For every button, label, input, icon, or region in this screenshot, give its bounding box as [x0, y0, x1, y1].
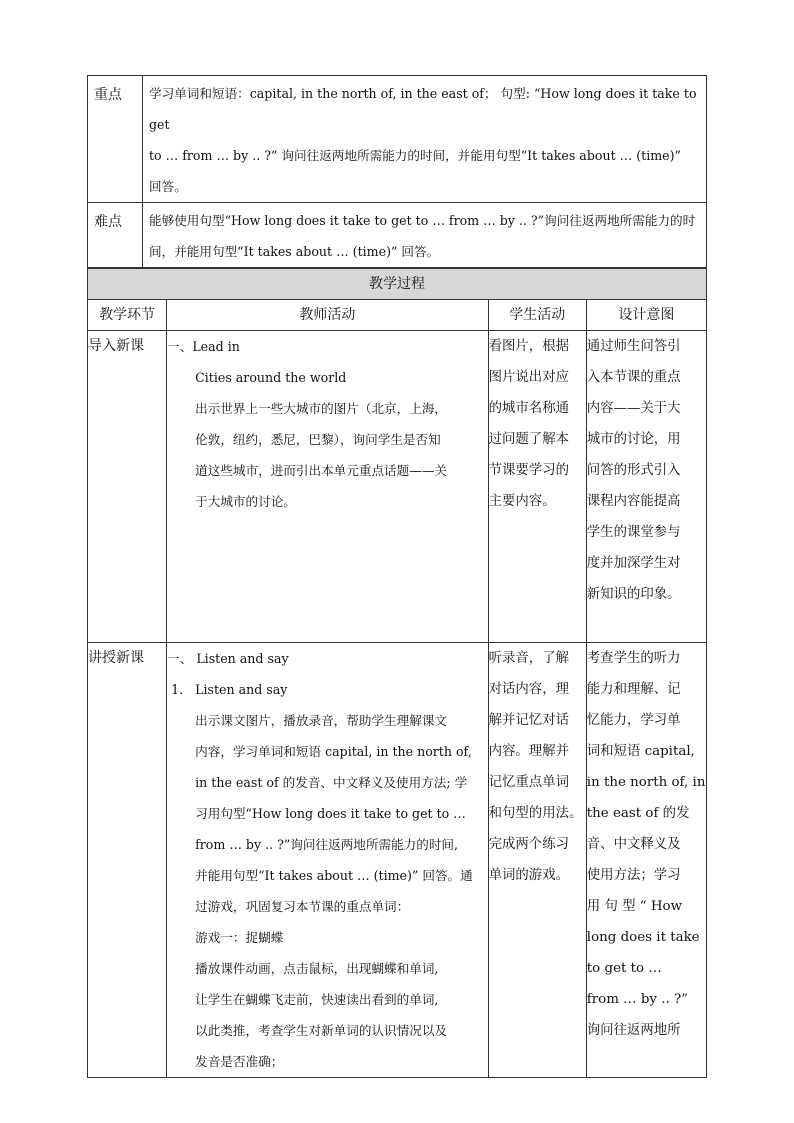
lead-in-heading: 一、Lead in [167, 339, 240, 354]
key-points-line: to … from … by .. ?” 询问往返两地所需能力的时间，并能用句型“It takes about … (time)” [149, 148, 681, 163]
design-line: 能力和理解、记 [586, 682, 681, 697]
lead-in-line: 出示世界上一些大城市的图片（北京，上海， [195, 401, 447, 416]
design-line: 使用方法；学习 [586, 868, 681, 883]
lead-in-stage: 导入新课 [88, 331, 167, 643]
student-line: 对话内容，理 [488, 682, 569, 697]
design-line: 内容——关于大 [586, 401, 681, 416]
design-line: 考查学生的听力 [586, 651, 681, 666]
new-lesson-line: 并能用句型“It takes about … (time)” 回答。通 [195, 868, 473, 883]
header-student-activity: 学生活动 [488, 300, 586, 331]
difficulties-line: 间，并能用句型“It takes about … (time)” 回答。 [149, 244, 440, 259]
new-lesson-line: in the east of 的发音、中文释义及使用方法; 学 [195, 775, 468, 790]
new-lesson-line: 出示课文图片，播放录音，帮助学生理解课文 [195, 713, 447, 728]
key-points-content [143, 76, 707, 203]
new-lesson-line: 让学生在蝴蝶飞走前，快速读出看到的单词, [195, 992, 439, 1007]
difficulties-content [143, 203, 707, 268]
key-points-label: 重点 [88, 76, 143, 203]
key-points-row [88, 76, 707, 203]
new-lesson-line: 播放课件动画，点击鼠标，出现蝴蝶和单词, [195, 961, 439, 976]
new-lesson-line: 游戏一：捉蝴蝶 [195, 930, 284, 945]
lead-in-line: 道这些城市，进而引出本单元重点话题——关 [195, 463, 447, 478]
new-lesson-line: 发音是否准确； [195, 1054, 284, 1069]
lead-in-line: 于大城市的讨论。 [195, 494, 296, 509]
student-line: 节课要学习的 [488, 463, 569, 478]
student-line: 记忆重点单词 [488, 775, 569, 790]
new-lesson-row [88, 643, 707, 1078]
difficulties-line: 能够使用句型“How long does it take to get to … from … by .. ?”询问往返两地所需能力的时 [149, 213, 696, 228]
new-lesson-line: 以此类推，考查学生对新单词的认识情况以及 [195, 1023, 447, 1038]
design-line: from … by .. ?” [586, 992, 689, 1007]
key-points-line: 回答。 [149, 179, 187, 194]
lead-in-line: 伦敦，纽约，悉尼，巴黎），询问学生是否知 [195, 432, 441, 447]
design-line: 通过师生问答引 [586, 339, 681, 354]
lead-in-design-intent [586, 331, 706, 643]
student-line: 主要内容。 [488, 494, 556, 509]
process-title: 教学过程 [88, 269, 707, 300]
lesson-plan-page [87, 75, 707, 1078]
lead-in-row [88, 331, 707, 643]
item-number: 1. [171, 682, 184, 697]
design-line: 度并加深学生对 [586, 556, 681, 571]
student-line: 听录音，了解 [488, 651, 569, 666]
design-line: 询问往返两地所 [586, 1023, 681, 1038]
lead-in-teacher-activity [167, 331, 489, 643]
key-points-line: 学习单词和短语：capital, in the north of, in the east of； 句型: “How long does it take to get [149, 86, 697, 132]
design-line: 学生的课堂参与 [586, 525, 681, 540]
design-line: 用 句 型 “ How [586, 899, 683, 914]
student-line: 解并记忆对话 [488, 713, 569, 728]
design-line: the east of 的发 [586, 806, 690, 821]
student-line: 的城市名称通 [488, 401, 569, 416]
new-lesson-line: 习用句型“How long does it take to get to … [195, 806, 466, 821]
design-line: 新知识的印象。 [586, 587, 681, 602]
header-stage: 教学环节 [88, 300, 167, 331]
design-line: 城市的讨论，用 [586, 432, 681, 447]
student-line: 内容。理解并 [488, 744, 569, 759]
student-line: 和句型的用法。 [488, 806, 583, 821]
design-line: 入本节课的重点 [586, 370, 681, 385]
teaching-process-table [87, 268, 707, 1078]
new-lesson-teacher-activity [167, 643, 489, 1078]
process-header-row [88, 300, 707, 331]
design-line: 音、中文释义及 [586, 837, 681, 852]
new-lesson-body [167, 705, 488, 1077]
new-lesson-item [167, 674, 488, 705]
header-design-intent: 设计意图 [586, 300, 706, 331]
new-lesson-line: 过游戏，巩固复习本节课的重点单词： [195, 899, 410, 914]
new-lesson-design-intent [586, 643, 706, 1078]
design-line: 问答的形式引入 [586, 463, 681, 478]
new-lesson-line: from … by .. ?”询问往返两地所需能力的时间, [195, 837, 459, 852]
design-line: 忆能力，学习单 [586, 713, 681, 728]
student-line: 过问题了解本 [488, 432, 569, 447]
new-lesson-line: 内容，学习单词和短语 capital, in the north of, [195, 744, 472, 759]
item-title: Listen and say [195, 682, 288, 697]
objectives-table [87, 75, 707, 268]
lead-in-subheading: Cities around the world [195, 370, 347, 385]
student-line: 单词的游戏。 [488, 868, 569, 883]
new-lesson-student-activity [488, 643, 586, 1078]
student-line: 图片说出对应 [488, 370, 569, 385]
header-teacher-activity: 教师活动 [167, 300, 489, 331]
new-lesson-heading: 一、 Listen and say [167, 651, 289, 666]
lead-in-body [167, 362, 488, 517]
student-line: 完成两个练习 [488, 837, 569, 852]
difficulties-row [88, 203, 707, 268]
design-line: 词和短语 capital, [586, 744, 695, 759]
design-line: long does it take [586, 930, 700, 945]
new-lesson-stage: 讲授新课 [88, 643, 167, 1078]
student-line: 看图片，根据 [488, 339, 569, 354]
design-line: in the north of, in [586, 775, 706, 790]
design-line: 课程内容能提高 [586, 494, 681, 509]
difficulties-label: 难点 [88, 203, 143, 268]
design-line: to get to … [586, 961, 662, 976]
lead-in-student-activity [488, 331, 586, 643]
